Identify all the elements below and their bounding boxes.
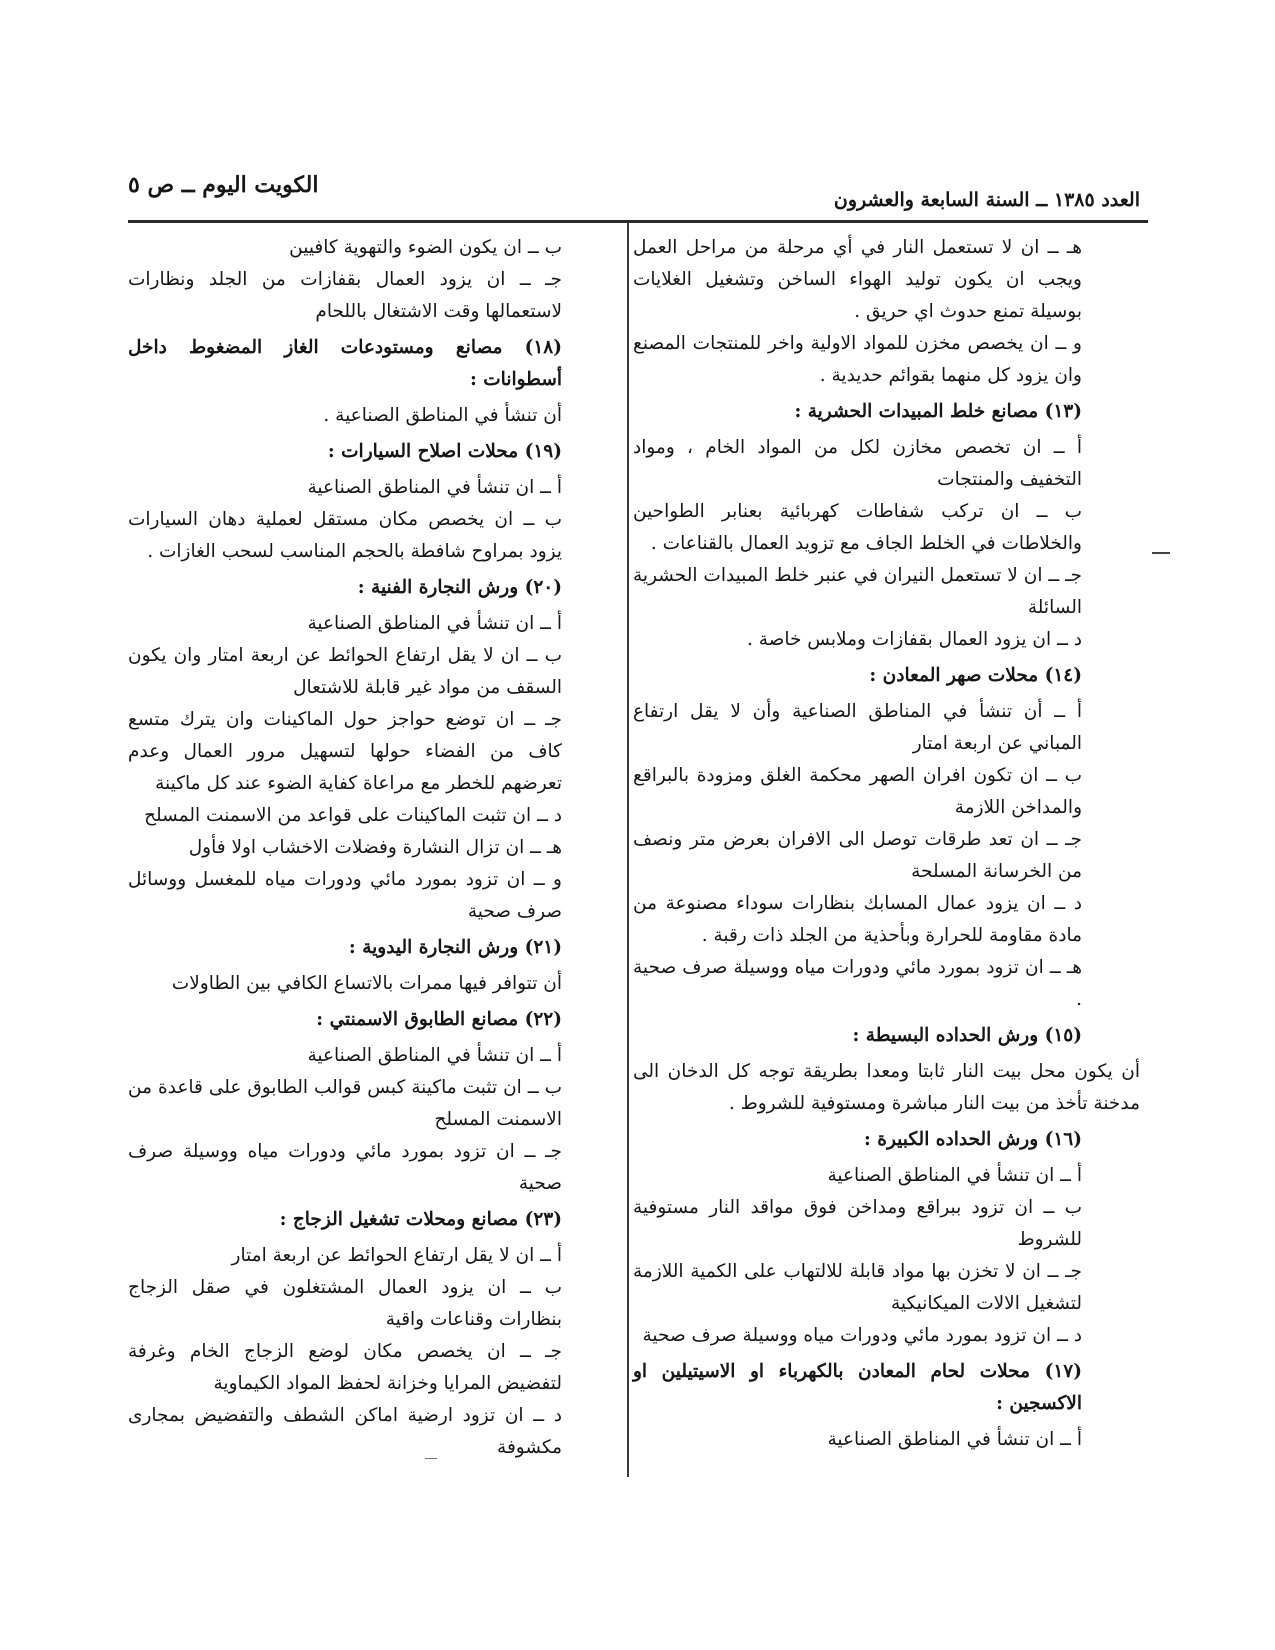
clause-paragraph: جـ ــ ان لا تخزن بها مواد قابلة للالتهاب على الكمية اللازمة لتشغيل الالات الميكانيكية — [633, 1261, 1082, 1314]
clause-paragraph: د ــ ان يزود عمال المسابك بنظارات سوداء مصنوعة من مادة مقاومة للحرارة وبأحذية من الجلد ذات رقبة . — [633, 893, 1082, 946]
clause-paragraph: جـ ــ ان تزود بمورد مائي ودورات مياه ووسيلة صرف صحية — [128, 1141, 562, 1194]
clause-paragraph: ب ــ ان تزود ببراقع ومداخن فوق مواقد النار مستوفية للشروط — [633, 1197, 1082, 1250]
clause-paragraph: أ ــ ان تنشأ في المناطق الصناعية — [307, 1045, 562, 1066]
section-heading: (٢٠) ورش النجارة الفنية : — [357, 577, 562, 598]
clause-paragraph: أ ــ ان تنشأ في المناطق الصناعية — [827, 1429, 1082, 1450]
column-divider — [627, 222, 629, 1477]
clause-paragraph: أ ــ ان تنشأ في المناطق الصناعية — [307, 477, 562, 498]
clause-paragraph: جـ ــ ان لا تستعمل النيران في عنبر خلط المبيدات الحشرية السائلة — [633, 565, 1082, 618]
header-rule — [128, 220, 1148, 223]
clause-paragraph: أ ــ أن تنشأ في المناطق الصناعية وأن لا يقل ارتفاع المباني عن اربعة امتار — [633, 701, 1082, 754]
clause-paragraph: أن تتوافر فيها ممرات بالاتساع الكافي بين الطاولات — [171, 973, 562, 994]
clause-paragraph: ب ــ ان يخصص مكان مستقل لعملية دهان السيارات يزود بمراوح شافطة بالحجم المناسب لسحب الغازات . — [128, 509, 562, 562]
issue-header: العدد ١٣٨٥ ــ السنة السابعة والعشرون — [833, 189, 1140, 211]
clause-paragraph: ب ــ ان تكون افران الصهر محكمة الغلق ومزودة بالبراقع والمداخن اللازمة — [633, 765, 1082, 818]
clause-paragraph: جـ ــ ان تعد طرقات توصل الى الافران بعرض متر ونصف من الخرسانة المسلحة — [633, 829, 1082, 882]
section-heading: (١٩) محلات اصلاح السيارات : — [327, 441, 562, 462]
clause-paragraph: هـ ــ ان تزال النشارة وفضلات الاخشاب اولا فأول — [188, 837, 562, 858]
left-column — [128, 232, 620, 1464]
clause-paragraph: د ــ ان تثبت الماكينات على قواعد من الاسمنت المسلح — [144, 805, 562, 826]
clause-paragraph: أ ــ ان لا يقل ارتفاع الحوائط عن اربعة امتار — [231, 1245, 562, 1266]
newspaper-page-header: الكويت اليوم ــ ص ٥ — [128, 172, 319, 198]
clause-paragraph: هـ ــ ان لا تستعمل النار في أي مرحلة من مراحل العمل ويجب ان يكون توليد الهواء الساخن وتشغيل الغلايات بوسيلة تمنع حدوث اي حريق . — [633, 237, 1082, 322]
section-heading: (١٨) مصانع ومستودعات الغاز المضغوط داخل أسطوانات : — [128, 337, 562, 390]
clause-paragraph: و ــ ان تزود بمورد مائي ودورات مياه للمغسل ووسائل صرف صحية — [128, 869, 562, 922]
clause-paragraph: جـ ــ ان يزود العمال بقفازات من الجلد ونظارات لاستعمالها وقت الاشتغال باللحام — [128, 269, 562, 322]
clause-paragraph: د ــ ان تزود بمورد مائي ودورات مياه ووسيلة صرف صحية — [642, 1325, 1082, 1346]
margin-mark — [1152, 552, 1170, 554]
section-heading: (١٣) مصانع خلط المبيدات الحشرية : — [794, 401, 1082, 422]
clause-paragraph: ب ــ ان لا يقل ارتفاع الحوائط عن اربعة امتار وان يكون السقف من مواد غير قابلة للاشتعال — [128, 645, 562, 698]
clause-paragraph: ب ــ ان تركب شفاطات كهربائية بعنابر الطواحين والخلاطات في الخلط الجاف مع تزويد العمال بالقناعات . — [633, 501, 1082, 554]
section-heading: (١٤) محلات صهر المعادن : — [869, 665, 1082, 686]
clause-paragraph: جـ ــ ان توضع حواجز حول الماكينات وان يترك متسع كاف من الفضاء حولها لتسهيل مرور العمال وعدم تعرضهم للخطر مع مراعاة كفاية الضوء عند كل ماكينة — [128, 709, 562, 794]
right-column — [633, 232, 1140, 1456]
clause-paragraph: أ ــ ان تنشأ في المناطق الصناعية — [827, 1165, 1082, 1186]
clause-paragraph: هـ ــ ان تزود بمورد مائي ودورات مياه ووسيلة صرف صحية . — [633, 957, 1082, 1010]
clause-paragraph: أ ــ ان تنشأ في المناطق الصناعية — [307, 613, 562, 634]
section-heading: (١٧) محلات لحام المعادن بالكهرباء او الاسيتيلين او الاكسجين : — [633, 1361, 1082, 1414]
section-heading: (٢١) ورش النجارة اليدوية : — [348, 937, 562, 958]
clause-paragraph: د ــ ان تزود ارضية اماكن الشطف والتفضيض بمجارى مكشوفة — [128, 1405, 562, 1458]
clause-paragraph: و ــ ان يخصص مخزن للمواد الاولية واخر للمنتجات المصنع وان يزود كل منهما بقوائم حديدية . — [633, 333, 1082, 386]
section-heading: (٢٣) مصانع ومحلات تشغيل الزجاج : — [279, 1209, 562, 1230]
clause-paragraph: د ــ ان يزود العمال بقفازات وملابس خاصة . — [746, 629, 1082, 650]
section-heading: (٢٢) مصانع الطابوق الاسمنتي : — [316, 1009, 562, 1030]
clause-paragraph: أن يكون محل بيت النار ثابتا ومعدا بطريقة توجه كل الدخان الى مدخنة تأخذ من بيت النار مباشرة ومستوفية للشروط . — [633, 1061, 1140, 1114]
clause-paragraph: ب ــ ان تثبت ماكينة كبس قوالب الطابوق على قاعدة من الاسمنت المسلح — [128, 1077, 562, 1130]
clause-paragraph: أ ــ ان تخصص مخازن لكل من المواد الخام ، ومواد التخفيف والمنتجات — [633, 437, 1082, 490]
clause-paragraph: ب ــ ان يزود العمال المشتغلون في صقل الزجاج بنظارات وقناعات واقية — [128, 1277, 562, 1330]
section-heading: (١٦) ورش الحداده الكبيرة : — [864, 1129, 1082, 1150]
section-heading: (١٥) ورش الحداده البسيطة : — [852, 1025, 1082, 1046]
clause-paragraph: جـ ــ ان يخصص مكان لوضع الزجاج الخام وغرفة لتفضيض المرايا وخزانة لحفظ المواد الكيماوية — [128, 1341, 562, 1394]
clause-paragraph: ب ــ ان يكون الضوء والتهوية كافيين — [289, 237, 562, 258]
clause-paragraph: أن تنشأ في المناطق الصناعية . — [323, 405, 562, 426]
